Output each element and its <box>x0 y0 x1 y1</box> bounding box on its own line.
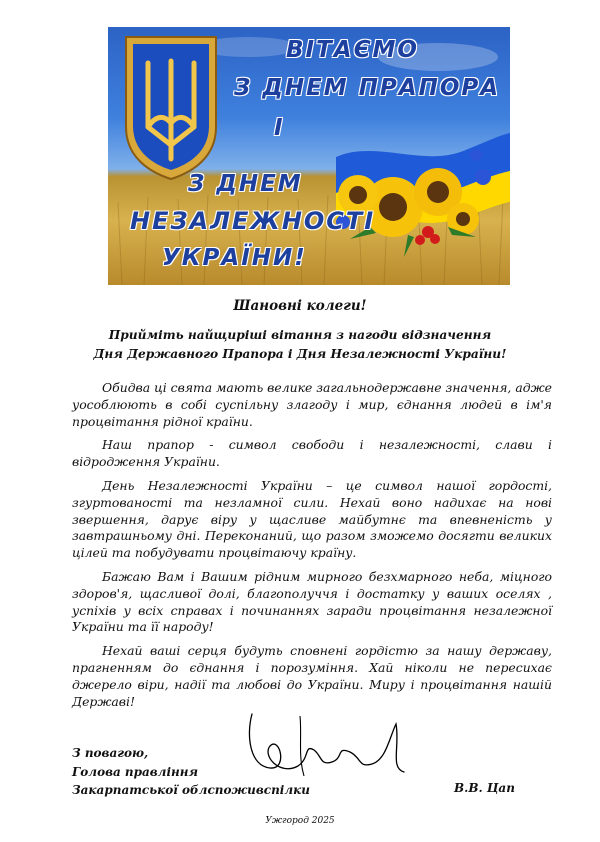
trident-coat-of-arms-icon <box>126 37 216 179</box>
letter-body <box>72 380 552 717</box>
salutation: Шановні колеги! <box>233 298 367 314</box>
paragraph-3: День Незалежності України – це символ нашої гордості, згуртованості та незламної сили. Нехай воно надихає на нові звершення, дарує віру у щасливе майбутнє та впевненість у завтрашньому дні. Переконаний, що разом зможемо досягти великих цілей та побудувати процвітаючу країну. <box>72 477 552 561</box>
lead-line-1: Прийміть найщиріші вітання з нагоди відзначення <box>108 328 492 342</box>
paragraph-4: Бажаю Вам і Вашим рідним мирного безхмарного неба, міцного здоров'я, щасливої долі, благополуччя і достатку у ваших оселях , успіхів у всіх справах і починаннях заради процвітання незалежної України та її народу! <box>72 568 552 635</box>
banner-title-line-5: НЕЗАЛЕЖНОСТІ <box>130 207 376 235</box>
banner-title-line-3: І <box>274 115 285 141</box>
paragraph-1: Обидва ці свята мають велике загальнодержавне значення, адже уособлюють в собі суспільну злагоду і мир, єднання людей в ім'я процвітання рідної країни. <box>72 380 552 429</box>
signer-position: Голова правління <box>72 764 199 779</box>
paragraph-2: Наш прапор - символ свободи і незалежності, слави і відродження України. <box>72 437 552 470</box>
signer-name: В.В. Цап <box>454 781 515 795</box>
greeting-banner <box>108 27 510 285</box>
banner-title-line-2: З ДНЕМ ПРАПОРА <box>234 75 501 101</box>
lead-line-2: Дня Державного Прапора і Дня Незалежності України! <box>93 347 507 361</box>
banner-title-line-4: З ДНЕМ <box>188 171 303 197</box>
signer-organization: Закарпатської облспоживспілки <box>72 783 310 797</box>
lead-congratulation <box>0 326 600 364</box>
banner-title-line-1: ВІТАЄМО <box>286 37 419 63</box>
banner-title-line-6: УКРАЇНИ! <box>162 245 307 271</box>
paragraph-5: Нехай ваші серця будуть сповнені гордістю за нашу державу, прагненням до єднання і порозуміння. Хай ніколи не пересихає джерело віри, надії та любові до України. Миру і процвітання нашій Державі! <box>72 643 552 709</box>
closing-regards: З повагою, <box>72 746 149 760</box>
place-and-year: Ужгород 2025 <box>265 816 335 826</box>
closing-block <box>72 744 310 800</box>
